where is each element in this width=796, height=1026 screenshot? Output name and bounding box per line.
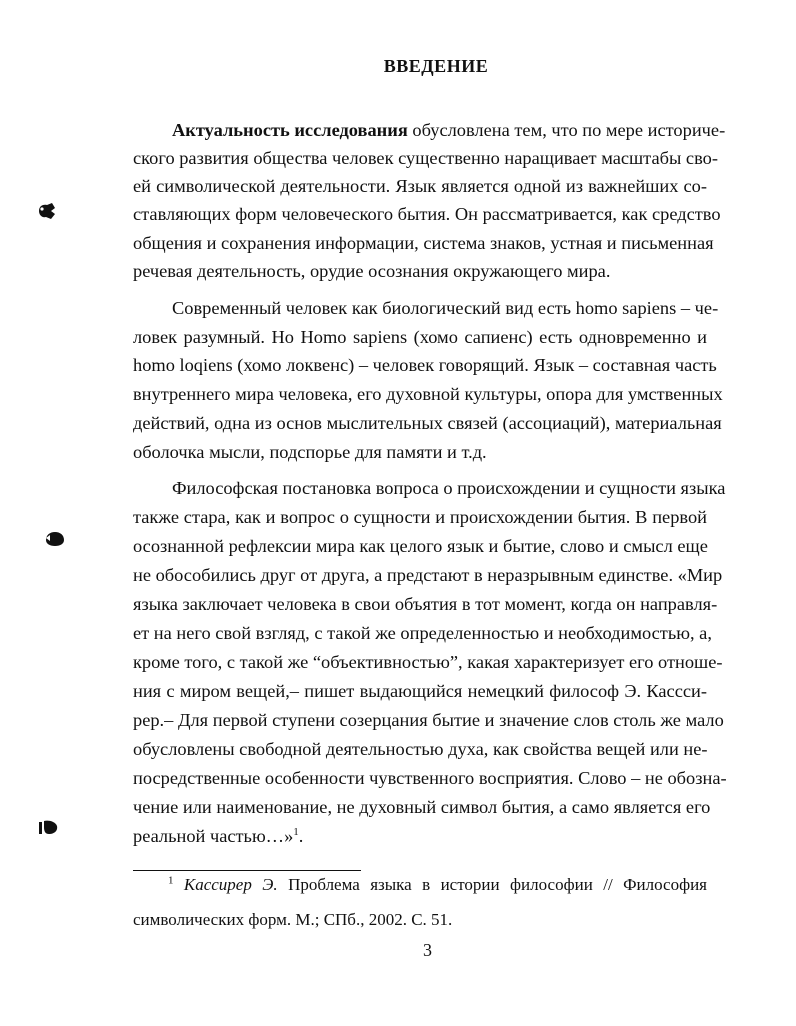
text-line: не обособились друг от друга, а предстают в неразрывным единстве. «Мир (133, 565, 723, 585)
binding-mark-icon (44, 530, 66, 548)
footnote-author: Кассирер Э. (183, 875, 278, 894)
footnote-line-2: символических форм. М.; СПб., 2002. С. 51. (133, 910, 453, 929)
paragraph-3-last-line: реальной частью…»$^1$. (133, 825, 304, 846)
paragraph-2-line-1: Современный человек как биологический вид есть homo sapiens – че- (172, 298, 719, 318)
text-line: обусловлены свободной деятельностью духа, как свойства вещей или не- (133, 739, 708, 759)
text-line: посредственные особенности чувственного восприятия. Слово – не обозна- (133, 768, 727, 788)
text-line: речевая деятельность, орудие осознания окружающего мира. (133, 261, 611, 281)
text-line: осознанной рефлексии мира как целого язык и бытие, слово и смысл еще (133, 536, 708, 556)
text-line: ловек разумный. Но Homo sapiens (хомо сапиенс) есть одновременно и (133, 327, 707, 347)
text-line: языка заключает человека в свои объятия в тот момент, когда он направля- (133, 594, 718, 614)
text-line: кроме того, с такой же “объективностью”, какая характеризует его отноше- (133, 652, 723, 672)
text-run: Проблема языка в истории философии // Философия (277, 875, 708, 894)
text-line: ставляющих форм человеческого бытия. Он рассматривается, как средство (133, 204, 721, 224)
text-line: оболочка мысли, подспорье для памяти и т.д. (133, 442, 487, 462)
footnote-line-1 (168, 873, 707, 897)
bold-lead: Актуальность исследования (172, 120, 408, 140)
paragraph-1-line-1 (172, 116, 726, 144)
text-line: ния с миром вещей,– пишет выдающийся немецкий философ Э. Кассси- (133, 681, 707, 701)
text-line: внутреннего мира человека, его духовной культуры, опора для умственных (133, 384, 723, 404)
text-line: ей символической деятельности. Язык является одной из важнейших со- (133, 176, 707, 196)
text-run: реальной частью…» (133, 826, 294, 846)
text-line: действий, одна из основ мыслительных связей (ассоциаций), материальная (133, 413, 722, 433)
footnote-ref: 1 (293, 825, 299, 838)
text-line: ет на него свой взгляд, с такой же определенностью и необходимостью, а, (133, 623, 712, 643)
text-line: ского развития общества человек существенно наращивает масштабы сво- (133, 148, 718, 168)
paragraph-3-line-1: Философская постановка вопроса о происхождении и сущности языка (172, 478, 726, 498)
text-line: рер.– Для первой ступени созерцания бытие и значение слов столь же мало (133, 710, 724, 730)
text-line: чение или наименование, не духовный символ бытия, а само является его (133, 797, 711, 817)
text-line: homo loqiens (хомо локвенс) – человек говорящий. Язык – составная часть (133, 355, 717, 375)
page-number: 3 (423, 940, 432, 960)
page-title: ВВЕДЕНИЕ (383, 56, 489, 76)
footnote-number: 1 (168, 874, 174, 887)
text-line: общения и сохранения информации, система знаков, устная и письменная (133, 233, 714, 253)
binding-mark-icon (36, 202, 58, 220)
binding-mark-icon (38, 818, 60, 836)
text-run: обусловлена тем, что по мере историче- (407, 120, 726, 140)
footnote-rule (133, 870, 361, 871)
text-line: также стара, как и вопрос о сущности и происхождении бытия. В первой (133, 507, 707, 527)
